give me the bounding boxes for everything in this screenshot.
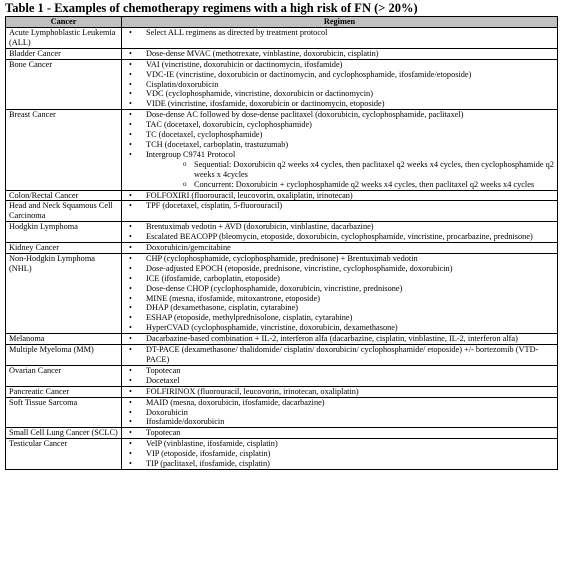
regimen-item [125, 140, 554, 150]
regimen-list [125, 398, 554, 428]
regimen-text: VDC-IE (vincristine, doxorubicin or dactinomycin, and cyclophosphamide, ifosfamide/etoposide) [146, 69, 472, 79]
regimen-list [125, 110, 554, 189]
regimen-text: FOLFIRINOX (fluorouracil, leucovorin, irinotecan, oxaliplatin) [146, 386, 359, 396]
cancer-type-cell: Pancreatic Cancer [6, 386, 122, 397]
regimen-text: Dose-adjusted EPOCH (etoposide, prednisone, vincristine, cyclophosphamide, doxorubicin) [146, 263, 453, 273]
regimen-list [125, 60, 554, 110]
regimen-cell [122, 365, 558, 386]
table-row [6, 201, 558, 222]
table-body [6, 28, 558, 470]
regimen-cell [122, 428, 558, 439]
regimen-text: MAID (mesna, doxorubicin, ifosfamide, dacarbazine) [146, 397, 325, 407]
cancer-type-cell: Colon/Rectal Cancer [6, 190, 122, 201]
regimen-text: HyperCVAD (cyclophosphamide, vincristine, doxorubicin, dexamethasone) [146, 323, 398, 333]
regimen-item [125, 201, 554, 211]
regimen-list [125, 428, 554, 438]
regimen-cell [122, 439, 558, 470]
regimen-cell [122, 190, 558, 201]
regimen-text: Brentuximab vedotin + AVD (doxorubicin, vinblastine, dacarbazine) [146, 222, 374, 232]
regimen-list [125, 28, 554, 38]
regimen-cell [122, 253, 558, 333]
regimen-item [125, 49, 554, 59]
regimen-list [125, 243, 554, 253]
table-row [6, 190, 558, 201]
regimen-cell [122, 28, 558, 49]
regimen-text: ESHAP (etoposide, methylprednisolone, cisplatin, cytarabine) [146, 313, 353, 323]
regimen-text: MINE (mesna, ifosfamide, mitoxantrone, etoposide) [146, 293, 320, 303]
regimen-cell [122, 243, 558, 254]
regimen-item [125, 222, 554, 232]
regimen-item [125, 323, 554, 333]
regimen-list [125, 201, 554, 211]
regimen-list [125, 366, 554, 386]
table-row [6, 365, 558, 386]
regimen-text: ICE (ifosfamide, carboplatin, etoposide) [146, 273, 280, 283]
cancer-type-cell: Bone Cancer [6, 59, 122, 110]
regimen-cell [122, 222, 558, 243]
regimen-list [125, 439, 554, 469]
table-row [6, 59, 558, 110]
regimen-cell [122, 110, 558, 190]
regimen-list [125, 334, 554, 344]
regimen-text: CHP (cyclophosphamide, cyclophosphamide, prednisone) + Brentuximab vedotin [146, 253, 418, 263]
regimen-cell [122, 397, 558, 428]
table-row [6, 397, 558, 428]
regimen-item [125, 284, 554, 294]
regimen-list [125, 191, 554, 201]
regimen-cell [122, 345, 558, 366]
cancer-column-header: Cancer [6, 17, 122, 28]
cancer-type-cell: Ovarian Cancer [6, 365, 122, 386]
regimen-item [125, 459, 554, 469]
table-row [6, 386, 558, 397]
regimen-item [125, 89, 554, 99]
regimen-cell [122, 334, 558, 345]
regimen-item [125, 408, 554, 418]
regimen-item [125, 398, 554, 408]
regimen-cell [122, 386, 558, 397]
regimen-cell [122, 59, 558, 110]
regimen-text: Dose-dense AC followed by dose-dense paclitaxel (doxorubicin, cyclophosphamide, paclitaxel) [146, 110, 464, 120]
cancer-type-cell: Bladder Cancer [6, 48, 122, 59]
table-row [6, 345, 558, 366]
regimen-item [125, 376, 554, 386]
regimen-text: FOLFOXIRI (fluorouracil, leucovorin, oxaliplatin, irinotecan) [146, 190, 353, 200]
regimen-item [125, 387, 554, 397]
regimen-item [125, 70, 554, 80]
regimen-text: DT-PACE (dexamethasone/ thalidomide/ cisplatin/ doxorubicin/ cyclophosphamide/ etoposide) +/- bortezomib (VTD-PACE) [146, 345, 539, 364]
regimen-text: VIDE (vincristine, ifosfamide, doxorubicin or dactinomycin, etoposide) [146, 99, 385, 109]
regimen-item [125, 232, 554, 242]
regimen-text: TPF (docetaxel, cisplatin, 5-fluorouracil) [146, 201, 283, 211]
regimen-item [125, 294, 554, 304]
protocol-sublist [146, 160, 554, 190]
regimen-item [125, 28, 554, 38]
regimen-list [125, 345, 554, 365]
regimen-item [125, 243, 554, 253]
cancer-type-cell: Soft Tissue Sarcoma [6, 397, 122, 428]
cancer-type-cell: Acute Lymphoblastic Leukemia (ALL) [6, 28, 122, 49]
table-row [6, 439, 558, 470]
regimen-list [125, 254, 554, 333]
table-row [6, 243, 558, 254]
regimen-text: Dose-dense CHOP (cyclophosphamide, doxorubicin, vincristine, prednisone) [146, 283, 403, 293]
regimen-text: Dose-dense MVAC (methotrexate, vinblastine, doxorubicin, cisplatin) [146, 48, 379, 58]
regimen-cell [122, 48, 558, 59]
cancer-type-cell: Head and Neck Squamous Cell Carcinoma [6, 201, 122, 222]
table-row [6, 428, 558, 439]
regimen-text: Topotecan [146, 365, 181, 375]
regimen-text: TC (docetaxel, cyclophosphamide) [146, 130, 263, 140]
regimen-text: TCH (docetaxel, carboplatin, trastuzumab) [146, 139, 289, 149]
regimen-item [125, 120, 554, 130]
regimen-item [125, 303, 554, 313]
table-row [6, 253, 558, 333]
table-row [6, 334, 558, 345]
regimen-text: TIP (paclitaxel, ifosfamide, cisplatin) [146, 459, 270, 469]
cancer-type-cell: Kidney Cancer [6, 243, 122, 254]
regimen-list [125, 387, 554, 397]
regimen-text: Ifosfamide/doxorubicin [146, 417, 225, 427]
regimen-text: Dacarbazine-based combination + IL-2, interferon alfa (dacarbazine, cisplatin, vinblastine, IL-2, interferon alfa) [146, 334, 518, 344]
regimen-text: VIP (etoposide, ifosfamide, cisplatin) [146, 449, 271, 459]
regimen-text: TAC (docetaxel, doxorubicin, cyclophosphamide) [146, 120, 312, 130]
table-row [6, 28, 558, 49]
regimen-item [125, 417, 554, 427]
regimen-text: Doxorubicin [146, 407, 188, 417]
regimen-text: VDC (cyclophosphamide, vincristine, doxorubicin or dactinomycin) [146, 89, 373, 99]
regimen-item [125, 313, 554, 323]
regimen-column-header: Regimen [122, 17, 558, 28]
regimen-item [125, 334, 554, 344]
regimen-text: VeIP (vinblastine, ifosfamide, cisplatin) [146, 439, 278, 449]
regimen-list [125, 222, 554, 242]
table-row [6, 222, 558, 243]
regimen-text: Escalated BEACOPP (bleomycin, etoposide, doxorubicin, cyclophosphamide, vincristine, procarbazine, prednisone) [146, 232, 533, 242]
regimen-text: VAI (vincristine, doxorubicin or dactinomycin, ifosfamide) [146, 59, 343, 69]
protocol-subitem: o Sequential: Doxorubicin q2 weeks x4 cycles, then paclitaxel q2 weeks x4 cycles, then cyclophosphamide q2 weeks x 4cycles [146, 160, 554, 180]
cancer-type-cell: Breast Cancer [6, 110, 122, 190]
cancer-type-cell: Small Cell Lung Cancer (SCLC) [6, 428, 122, 439]
regimen-text: Docetaxel [146, 375, 180, 385]
table-header-row [6, 17, 558, 28]
table-row [6, 110, 558, 190]
regimen-text: Doxorubicin/gemcitabine [146, 243, 231, 253]
regimen-item [125, 99, 554, 109]
regimen-item [125, 80, 554, 90]
regimen-text: DHAP (dexamethasone, cisplatin, cytarabine) [146, 303, 298, 313]
regimen-text: Select ALL regimens as directed by treatment protocol [146, 28, 328, 37]
regimen-text: Intergroup C9741 Protocol [146, 149, 236, 159]
regimen-item [125, 264, 554, 274]
regimen-cell [122, 201, 558, 222]
regimen-item [125, 130, 554, 140]
regimen-item [125, 366, 554, 376]
regimen-item [125, 449, 554, 459]
regimen-item [125, 191, 554, 201]
regimen-item [125, 345, 554, 365]
cancer-type-cell: Melanoma [6, 334, 122, 345]
cancer-type-cell: Non-Hodgkin Lymphoma (NHL) [6, 253, 122, 333]
regimen-item [125, 110, 554, 120]
regimen-item [125, 150, 554, 190]
regimen-text: Cisplatin/doxorubicin [146, 79, 219, 89]
regimen-item [125, 439, 554, 449]
protocol-subitem: o Concurrent: Doxorubicin + cyclophosphamide q2 weeks x4 cycles, then paclitaxel q2 weeks x4 cycles [146, 180, 554, 190]
regimen-item [125, 428, 554, 438]
regimen-item [125, 60, 554, 70]
regimen-text: Topotecan [146, 428, 181, 438]
cancer-type-cell: Testicular Cancer [6, 439, 122, 470]
regimen-table [5, 16, 558, 470]
regimen-item [125, 274, 554, 284]
table-row [6, 48, 558, 59]
regimen-item [125, 254, 554, 264]
regimen-list [125, 49, 554, 59]
cancer-type-cell: Hodgkin Lymphoma [6, 222, 122, 243]
cancer-type-cell: Multiple Myeloma (MM) [6, 345, 122, 366]
table-title: Table 1 - Examples of chemotherapy regimens with a high risk of FN (> 20%) [5, 1, 418, 15]
